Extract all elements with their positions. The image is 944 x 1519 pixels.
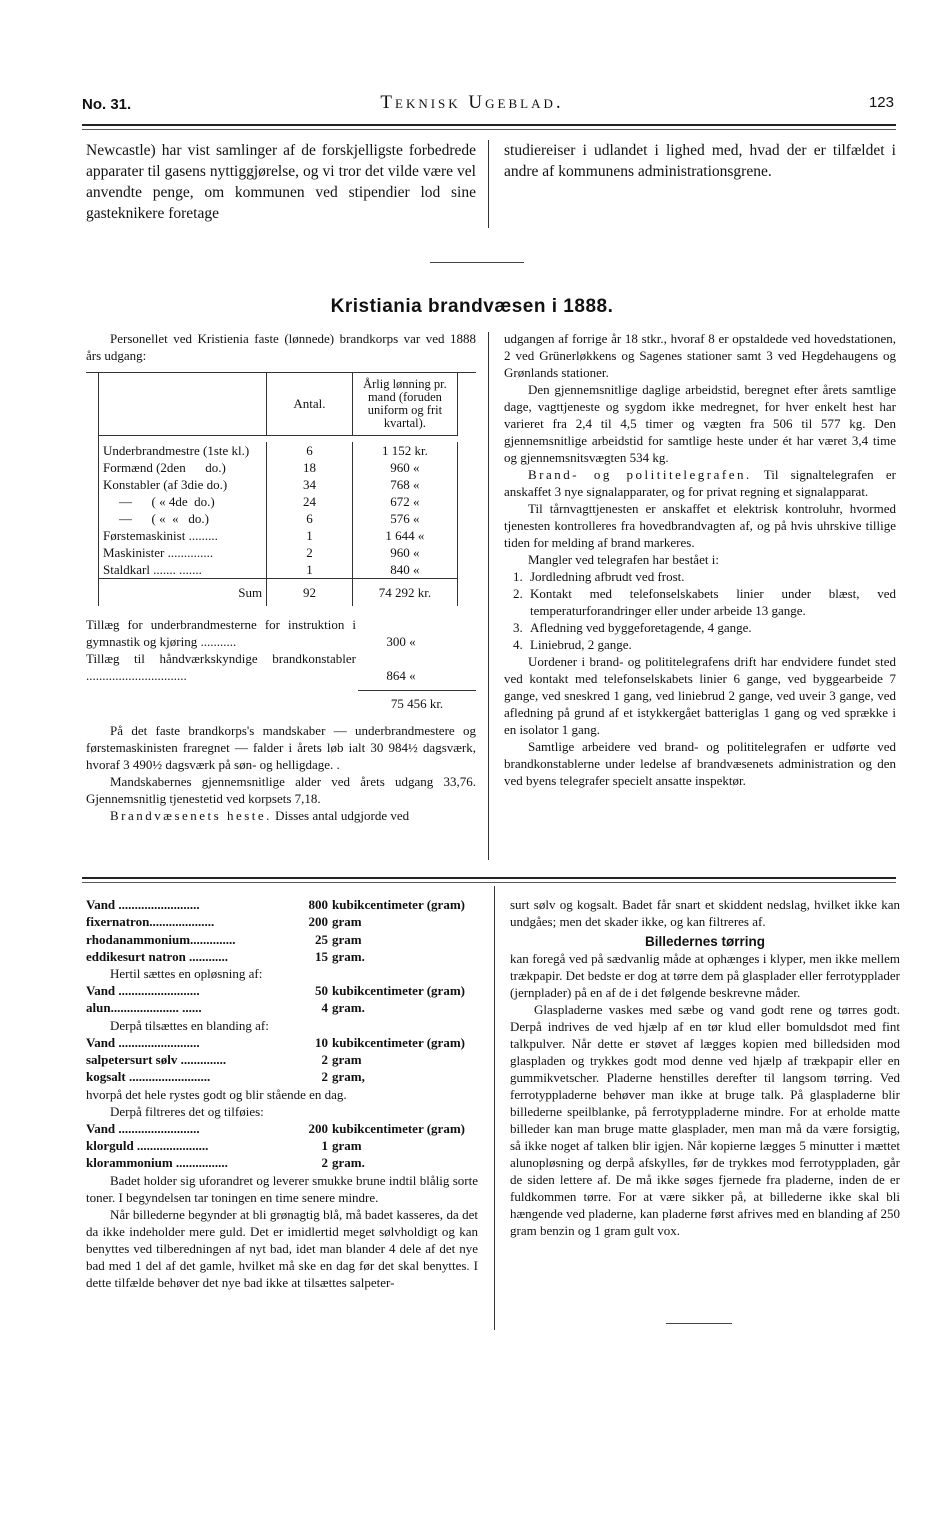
horses-heading: Brandvæsenets heste.: [110, 808, 272, 823]
section-rule: [82, 877, 896, 883]
journal-title: Teknisk Ugeblad.: [380, 92, 564, 113]
article-right-column: [504, 330, 896, 789]
end-rule: [666, 1323, 732, 1324]
table-header-salary: Årlig lønning pr. mand (foruden uniform og frit kvartal).: [352, 373, 457, 435]
intro-left-text: Newcastle) har vist samlinger af de forskjelligste forbedrede apparater til gasens nyttiggjørelse, og vi tror det vilde være vel anvendte penge, om kommunen ved stipendier lod sine gasteknikere foretage: [86, 142, 476, 222]
paragraph: Når billederne begynder at bli grønagtig blå, må badet kasseres, da det da ikke indeholder mere guld. Det er imidlertid meget sølvholdigt og kan benyttes ved tilberedningen af nyt bad, idet man blander 4 dele af det nye bad med 1 del af det gamle, hvilket må ske en dag før det skal benyttes. I dette tilfælde behøver det nye bad ikke at tilsættes salpeter-: [86, 1206, 478, 1290]
table-row: Underbrandmestre (1ste kl.) 6 1 152 kr.: [99, 442, 458, 459]
recipe-row: eddikesurt natron ............ 15 gram.: [86, 948, 365, 964]
recipe-right-column: [510, 896, 900, 1239]
article-lead: Personellet ved Kristienia faste (lønnede) brandkorps var ved 1888 års udgang:: [86, 331, 476, 363]
paragraph: Brand- og polititelegrafen. Til signaltelegrafen er anskaffet 3 nye signalapparater, og for privat regning et signalapparat.: [504, 467, 896, 499]
table-row: Førstemaskinist ......... 1 1 644 «: [99, 527, 458, 544]
paragraph: Til tårnvagttjenesten er anskaffet et elektrisk kontroluhr, hvormed tjenesten kontrolleres fra hovedbrandvagten af, og på hvis uhrskive tillige tiden for melding af brand markeres.: [504, 501, 896, 550]
recipe-row: Vand ......................... 800 kubikcentimeter (gram): [86, 897, 465, 912]
grand-total: 75 456 kr.: [358, 690, 476, 712]
table-header-label: [99, 373, 267, 435]
telegraph-heading: Brand- og polititelegrafen.: [528, 467, 752, 482]
paragraph: Samtlige arbeidere ved brand- og polititelegrafen er udførte ved brandkonstablerne under ledelse af brandvæsenets administration og den ved byens telegrafer specielt ansatte inspektør.: [504, 739, 896, 788]
table-row: Formænd (2den do.) 18 960 «: [99, 459, 458, 476]
list-item: 4. Liniebrud, 2 gange.: [526, 636, 896, 653]
paragraph: Badet holder sig uforandret og leverer smukke brune indtil blålig sorte toner. I begyndelsen tar toningen en time senere mindre.: [86, 1172, 478, 1205]
additions: [86, 616, 476, 712]
article-left-column: [86, 330, 476, 824]
section-separator: [430, 262, 524, 263]
recipe-row: alun..................... ...... 4 gram.: [86, 1000, 365, 1016]
recipe-note: Hertil sættes en opløsning af:: [110, 966, 263, 982]
addition-row: Tillæg til håndværkskyndige brandkonstabler ............................... 864 «: [86, 651, 416, 683]
list-item: 3. Afledning ved byggeforetagende, 4 gange.: [526, 619, 896, 636]
paragraph: På det faste brandkorps's mandskaber — underbrandmestere og førstemaskinisten fraregnet — falder i årets løb ialt 30 984½ dagsværk, hvoraf 3 490½ dagsværk på søn- og helligdage. .: [86, 723, 476, 772]
article-title: Kristiania brandvæsen i 1888.: [330, 296, 614, 317]
recipe-row: salpetersurt sølv .............. 2 gram: [86, 1052, 362, 1068]
header-rule: [82, 124, 896, 130]
recipe-note: Derpå tilsættes en blanding af:: [110, 1017, 269, 1033]
article-column-divider: [488, 332, 489, 860]
recipe-row: klorguld ...................... 1 gram: [86, 1137, 362, 1153]
recipe-row: kogsalt ......................... 2 gram,: [86, 1069, 365, 1085]
recipe-column-divider: [494, 886, 495, 1330]
intro-left-column: [86, 140, 476, 224]
intro-column-divider: [488, 140, 489, 228]
list-item: 1. Jordledning afbrudt ved frost.: [526, 568, 896, 585]
recipe-row: Vand ......................... 10 kubikcentimeter (gram): [86, 1034, 465, 1050]
recipe-row: Vand ......................... 200 kubikcentimeter (gram): [86, 1120, 465, 1136]
paragraph: surt sølv og kogsalt. Badet får snart et skiddent nedslag, hvilket ikke kan undgåes; men det skader ikke, og kan filtreres af.: [510, 897, 900, 929]
paragraph: Brandvæsenets heste. Disses antal udgjorde ved: [110, 808, 410, 823]
table-row: — ( « « do.) 6 576 «: [99, 510, 458, 527]
recipe-note: Derpå filtreres det og tilføies:: [110, 1103, 264, 1119]
issue-number: No. 31.: [82, 96, 132, 113]
paragraph: Glaspladerne vaskes med sæbe og vand godt rene og tørres godt. Derpå indrives de ved hjælp af en tør klud eller bomuldsdot med fint talkpulver. Når dette er støvet af lægges kopien med billedsiden mod glaspladen og trykkes godt mod denne ved hjælp af trækpapir eller en gummikvetscher. Pladerne henstilles derefter til langsom tørring. Ved ferrotyppladerne behøver man ikke at bruge talk. På glaspladerne blir billederne speilblanke, på ferrotyppladerne mindre. For at erholde matte billeder kan man bruge matte glasplader, men man må da være forsigtig, så ikke noget af talken blir igjen. Når kopierne lægges 5 minutter i mættet alunopløsning og derpå afskylles, før de trykkes mod ferrotyppladen, går de siden lettere af. De må ikke søges fjernede fra pladerne, inden de er fuldkommen tørre. For at være sikker på, at billederne ikke skal bli hængende ved pladerne, kan pladerne først afrives med en blanding af 250 gram benzin og 1 gram gult vox.: [510, 1002, 900, 1238]
recipe-left-column: [86, 896, 478, 1291]
personnel-table-wrap: [86, 372, 476, 606]
recipe-row: klorammonium ................ 2 gram.: [86, 1155, 365, 1171]
recipe-row: fixernatron.................... 200 gram: [86, 914, 362, 930]
defects-list: [504, 568, 896, 653]
table-row: Staldkarl ....... ....... 1 840 «: [99, 561, 458, 579]
paragraph: udgangen af forrige år 18 stkr., hvoraf 8 er opstaldede ved hovedstationen, 2 ved Grünerløkkens og Sagenes stationer samt 3 ved Hegdehaugens og Grønlands stationer.: [504, 331, 896, 380]
paragraph: Mandskabernes gjennemsnitlige alder ved årets udgang 33,76. Gjennemsnitlig tjenestetid ved korpsets 7,18.: [86, 774, 476, 806]
table-sum-row: Sum 92 74 292 kr.: [99, 578, 458, 606]
paragraph: Uordener i brand- og polititelegrafens drift har endvidere fundet sted ved kontakt med telefonselskabets linier 6 gange, ved byggearbeide 7 gange, ved sneskred 1 gang, ved liniebrud 2 gange, ved uveir 3 gange, ved afledning på grund af et istykkergået batteriglas 1 gang og ved sprække i en isolator 1 gang.: [504, 654, 896, 737]
paragraph: kan foregå ved på sædvanlig måde at ophænges i klyper, men ikke mellem trækpapir. Det bedste er dog at tørre dem på glasplader eller ferrotypplader (jernplader) på en af de i det følgende beskrevne måder.: [510, 951, 900, 1000]
table-row: Konstabler (af 3die do.) 34 768 «: [99, 476, 458, 493]
article-left-paragraphs: [86, 722, 476, 824]
table-header-count: Antal.: [267, 373, 353, 435]
table-row: — ( « 4de do.) 24 672 «: [99, 493, 458, 510]
addition-row: Tillæg for underbrandmesterne for instruktion i gymnastik og kjøring ........... 300 «: [86, 617, 416, 649]
page-number: 123: [868, 94, 894, 111]
subheading: Billedernes tørring: [644, 934, 766, 949]
table-row: Maskinister .............. 2 960 «: [99, 544, 458, 561]
intro-right-text: studiereiser i udlandet i lighed med, hvad der er tilfældet i andre af kommunens administrationsgrene.: [504, 142, 896, 180]
intro-right-column: [504, 140, 896, 182]
personnel-table: [98, 373, 458, 606]
recipe-row: Vand ......................... 50 kubikcentimeter (gram): [86, 983, 465, 999]
recipe-note: hvorpå det hele rystes godt og blir stående en dag.: [86, 1086, 347, 1102]
paragraph: Mangler ved telegrafen har bestået i:: [528, 552, 719, 567]
paragraph: Den gjennemsnitlige daglige arbeidstid, beregnet efter årets samtlige dage, vagttjeneste og sygdom ikke medregnet, for hver enkelt hest har varieret fra 2,4 til 4,5 timer og vægten fra 506 til 577 kg. Den gjennemsnitlige arbeidstid for samtlige heste under ét har været 3,4 time og gjennemsnitsvægten 534 kg.: [504, 382, 896, 465]
list-item: 2. Kontakt med telefonselskabets linier under blæst, ved temperaturforandringer eller under arbeide 13 gange.: [526, 585, 896, 619]
recipe-row: rhodanammonium.............. 25 gram: [86, 931, 362, 947]
